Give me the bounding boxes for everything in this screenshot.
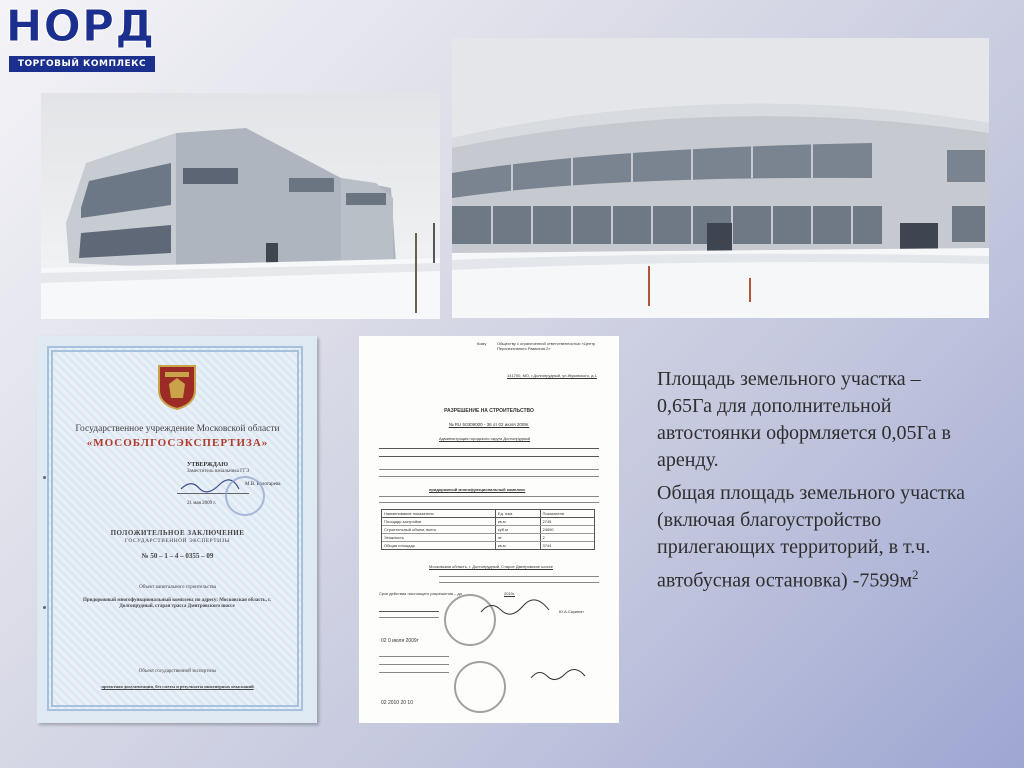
table-header-cell: Наименование показателя: [382, 510, 496, 517]
nord-logo: [3, 2, 158, 74]
land-area-description: [657, 366, 977, 601]
text-line: [379, 502, 599, 503]
expertise-org-line1: Государственное учреждение Московской области: [75, 424, 280, 434]
text-line: [379, 672, 449, 673]
seal-icon: [454, 661, 506, 713]
total-area-text: Общая площадь земельного участка (включая благоустройство прилегающих территорий, в т.ч. автобусная остановка) -7599м: [657, 482, 966, 592]
permit-signer: Ю.А.Скрипин: [559, 609, 584, 614]
approve-name: М.В. Болотарева: [245, 482, 281, 487]
table-cell: эт.: [496, 534, 541, 541]
permit-indicators-table: [381, 509, 595, 550]
binding-hole: [43, 476, 46, 479]
approve-subtitle: Заместитель начальника ГГЭ: [187, 469, 250, 474]
logo-subtitle: ТОРГОВЫЙ КОМПЛЕКС: [9, 56, 155, 72]
square-superscript: 2: [912, 567, 919, 582]
logo-name: НОРД: [5, 1, 156, 52]
table-cell: 24690: [542, 527, 554, 532]
permit-date-2: 02 2010 20 10: [381, 700, 413, 706]
text-line: [379, 448, 599, 449]
permit-address: 141700, МО, г.Долгопрудный, ул.Жуковского, д.1: [507, 373, 597, 378]
object-text: Придорожный многофункциональный комплекс по адресу: Московская область, г. Долгопрудный, старая трасса Дмитровского шоссе: [82, 598, 272, 609]
permit-valid-year: 2010г.: [504, 591, 515, 596]
permit-validity: Срок действия настоящего разрешения – до: [379, 591, 462, 596]
table-cell: 2745: [542, 519, 552, 524]
expertise-org-line2: «МОСОБЛГОСЭКСПЕРТИЗА»: [86, 437, 269, 449]
permit-issuer: Администрация городского округа Долгопрудный: [439, 436, 531, 441]
text-line: [379, 656, 449, 657]
building-photo-corner: [41, 93, 440, 319]
conclusion-number: № 50 – 1 – 4 – 0355 – 09: [141, 552, 214, 560]
text-line: [379, 611, 439, 612]
table-header-row: [382, 510, 594, 518]
table-row: [382, 518, 594, 526]
table-cell: 3744: [542, 543, 552, 548]
text-line: [379, 664, 449, 665]
binding-hole: [43, 606, 46, 609]
conclusion-title: ПОЛОЖИТЕЛЬНОЕ ЗАКЛЮЧЕНИЕ: [110, 529, 245, 537]
text-line: [379, 469, 599, 470]
stamp-icon: [225, 476, 265, 516]
table-row: [382, 534, 594, 542]
signature-icon: [479, 598, 559, 618]
coat-of-arms-icon: [157, 364, 197, 410]
table-cell: кв.м: [496, 518, 541, 525]
permit-to-value: Обществу с ограниченной ответственностью «Центр Перспективного Развития 2»: [497, 341, 596, 351]
construction-permit-document: [359, 336, 619, 723]
table-cell: 2: [542, 535, 545, 540]
paragraph-total-area: [657, 480, 977, 595]
table-cell: Этажность: [382, 534, 496, 541]
object-label: Объект капитального строительства: [139, 585, 216, 590]
permit-object: придорожный многофункциональный комплекс: [429, 487, 526, 492]
building-photo-front: [452, 38, 989, 318]
expertise-conclusion-document: [37, 336, 317, 723]
permit-to-label: Кому: [477, 341, 487, 346]
table-cell: Общая площадь: [382, 542, 496, 549]
text-line: [439, 576, 599, 577]
table-header-cell: Ед. изм.: [496, 510, 541, 517]
table-cell: куб.м: [496, 526, 541, 533]
table-cell: кв.м: [496, 542, 541, 549]
table-header-cell: Показатели: [542, 511, 565, 516]
text-line: [379, 476, 599, 477]
text-line: [439, 582, 599, 583]
table-cell: Площадь застройки: [382, 518, 496, 525]
approve-label: УТВЕРЖДАЮ: [187, 462, 229, 468]
table-row: [382, 542, 594, 549]
subject-label: Объект государственной экспертизы: [138, 669, 217, 674]
text-line: [379, 496, 599, 497]
table-row: [382, 526, 594, 534]
permit-number: № RU 50309000 - 36 от 02 июля 2009г.: [448, 422, 530, 427]
table-cell: Строительный объем, всего: [382, 526, 496, 533]
approve-date: 21 мая 2009 г.: [187, 501, 217, 506]
text-line: [379, 617, 439, 618]
subject-text: проектная документация, без сметы и результаты инженерных изысканий: [101, 684, 254, 689]
permit-date-1: 02 0 июля 2009г: [381, 638, 419, 644]
text-line: [379, 456, 599, 457]
conclusion-subtitle: ГОСУДАРСТВЕННОЙ ЭКСПЕРТИЗЫ: [124, 538, 231, 544]
permit-title: РАЗРЕШЕНИЕ НА СТРОИТЕЛЬСТВО: [444, 408, 534, 414]
signature-icon: [529, 666, 589, 684]
permit-location: Московская область, г. Долгопрудный, Старое Дмитровское шоссе: [429, 564, 553, 569]
paragraph-land-area: Площадь земельного участка – 0,65Га для дополнительной автостоянки оформляется 0,05Га в аренду.: [657, 368, 951, 471]
